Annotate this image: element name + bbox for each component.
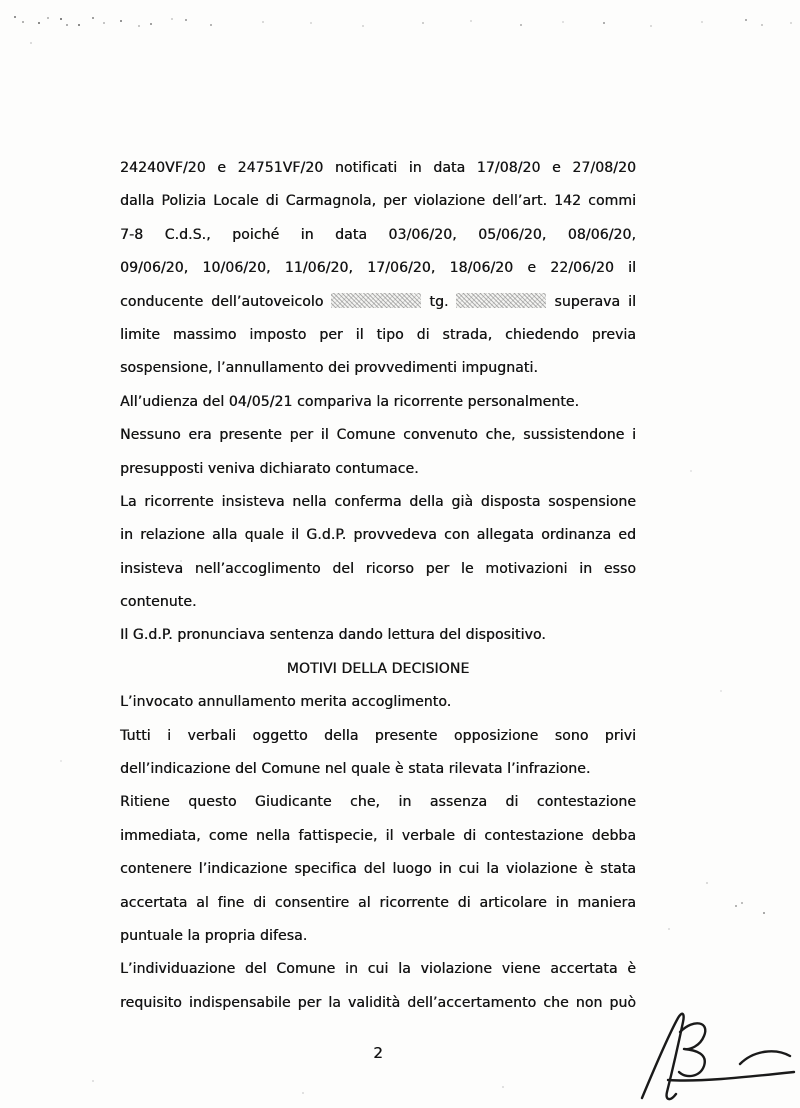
- line-text: accertata al fine di consentire al ricorrente di articolare in maniera: [120, 894, 636, 911]
- document-line: [120, 256, 636, 289]
- document-line: [120, 557, 636, 590]
- document-line: [120, 991, 636, 1024]
- document-line: [120, 790, 636, 823]
- document-text: [120, 156, 636, 1024]
- line-text: La ricorrente insisteva nella conferma della già disposta sospensione: [120, 493, 636, 510]
- line-text: All’udienza del 04/05/21 compariva la ricorrente personalmente.: [120, 393, 580, 410]
- line-text: dalla Polizia Locale di Carmagnola, per violazione dell’art. 142 commi: [120, 193, 636, 210]
- scan-noise: [0, 0, 2, 2]
- line-text: MOTIVI DELLA DECISIONE: [286, 660, 470, 677]
- line-text: contenute.: [120, 594, 197, 611]
- line-text: Nessuno era presente per il Comune convenuto che, sussistendone i: [120, 427, 636, 444]
- redacted-vehicle: [331, 293, 421, 308]
- line-text: requisito indispensabile per la validità dell’accertamento che non può: [120, 994, 636, 1011]
- line-text: insisteva nell’accoglimento del ricorso per le motivazioni in esso: [120, 560, 636, 577]
- document-line: [120, 957, 636, 990]
- line-text: puntuale la propria difesa.: [120, 927, 308, 944]
- line-text: L’invocato annullamento merita accoglimento.: [120, 694, 452, 711]
- document-line: [120, 891, 636, 924]
- line-text: contenere l’indicazione specifica del luogo in cui la violazione è stata: [120, 861, 636, 878]
- line-text: immediata, come nella fattispecie, il verbale di contestazione debba: [120, 827, 636, 844]
- line-text: limite massimo imposto per il tipo di strada, chiedendo previa: [120, 326, 636, 343]
- document-line: [120, 490, 636, 523]
- document-line: [120, 724, 636, 757]
- line-text: tg.: [429, 293, 449, 310]
- line-text: 09/06/20, 10/06/20, 11/06/20, 17/06/20, 18/06/20 e 22/06/20 il: [120, 260, 636, 277]
- line-text: Il G.d.P. pronunciava sentenza dando lettura del dispositivo.: [120, 627, 546, 644]
- line-text: dell’indicazione del Comune nel quale è stata rilevata l’infrazione.: [120, 761, 591, 778]
- signature-scribble: [628, 1002, 800, 1108]
- document-line: [120, 290, 636, 323]
- document-line: [120, 857, 636, 890]
- document-line: [120, 757, 636, 790]
- line-text: Ritiene questo Giudicante che, in assenza di contestazione: [120, 794, 636, 811]
- line-text: in relazione alla quale il G.d.P. provvedeva con allegata ordinanza ed: [120, 527, 636, 544]
- section-heading: [120, 657, 636, 690]
- page-number: 2: [373, 1044, 383, 1062]
- document-line: [120, 690, 636, 723]
- document-line: [120, 189, 636, 222]
- redacted-plate: [456, 293, 546, 308]
- line-text: 7-8 C.d.S., poiché in data 03/06/20, 05/06/20, 08/06/20,: [120, 226, 636, 243]
- document-line: [120, 156, 636, 189]
- document-line: [120, 323, 636, 356]
- line-text: L’individuazione del Comune in cui la violazione viene accertata è: [120, 961, 636, 978]
- line-text: superava il: [554, 293, 637, 310]
- document-line: [120, 223, 636, 256]
- document-line: [120, 623, 636, 656]
- document-line: [120, 423, 636, 456]
- line-text: sospensione, l’annullamento dei provvedimenti impugnati.: [120, 360, 538, 377]
- document-line: [120, 390, 636, 423]
- document-line: [120, 824, 636, 857]
- line-text: 24240VF/20 e 24751VF/20 notificati in data 17/08/20 e 27/08/20: [120, 160, 636, 176]
- document-line: [120, 523, 636, 556]
- line-text: Tutti i verbali oggetto della presente opposizione sono privi: [120, 727, 636, 744]
- line-text: conducente dell’autoveicolo: [120, 293, 324, 310]
- line-text: presupposti veniva dichiarato contumace.: [120, 460, 419, 477]
